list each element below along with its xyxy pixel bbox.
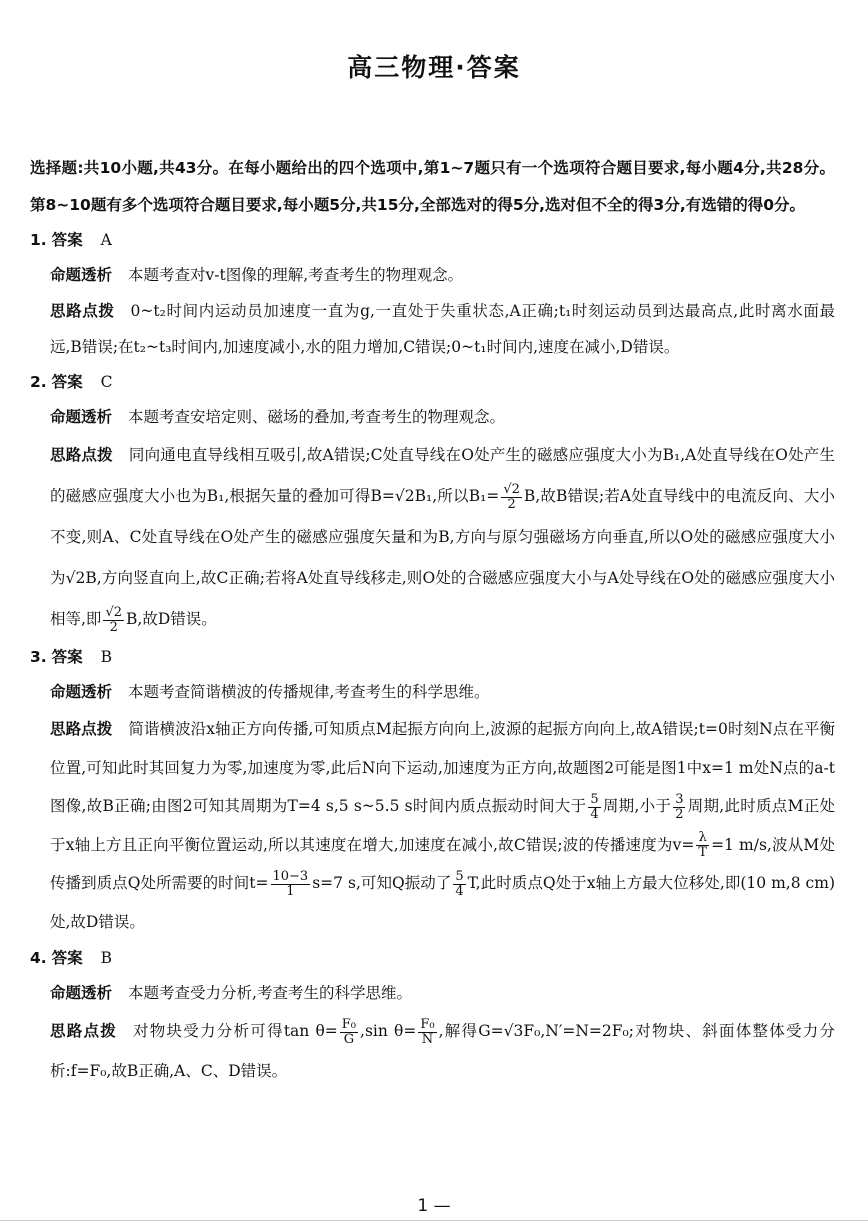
question-2	[30, 365, 835, 640]
q3-answer: B	[100, 648, 113, 666]
q4-hint: 思路点拨 对物块受力分析可得tan θ= $\frac{\text{F₀}}{G}$ ,sin θ= $\frac{\text{F₀}}{N}$ ,解得G=√3F₀,N′=N=2F₀;对物块、斜面体整体受力分析:f=F₀,故B正确,A、C、D错误。	[50, 1016, 835, 1080]
page-title: 高三物理·答案	[347, 53, 521, 82]
q2-answer: C	[100, 373, 113, 391]
q3-header: 3. 答案 B	[30, 648, 113, 666]
q3-hint: 思路点拨 简谐横波沿x轴正方向传播,可知质点M起振方向向上,波源的起振方向向上,故A错误;t=0时刻N点在平衡位置,可知此时其回复力为零,加速度为零,此后N向下运动,加速度为正方向,故题图2可能是图1中x=1 m处N点的a-t图像,故B正确;由图2可知其周期为T=4 s,5 s~5.5 s时间内质点振动时间大于 $\frac{5}{4}$ 周期,小于 $\frac{3}{2}$ 周期,此时质点M正处于x轴上方且正向平衡位置运动,所以其速度在增大,加速度在减小,故C错误;波的传播速度为v= $\frac{\lambda}{T}$ =1 m/s,波从M处传播到质点Q处所需要的时间t= $\frac{10-3}{1}$ s=7 s,可知Q振动了 $\frac{5}{4}$ T,此时质点Q处于x轴上方最大位移处,即(10 m,8 cm)处,故D错误。	[50, 720, 836, 931]
fraction: $\frac{3}{2}$	[675, 791, 684, 822]
fraction: $\frac{√2}{2}$	[105, 604, 122, 635]
fraction: $\frac{10-3}{1}$	[272, 868, 309, 899]
fraction: $\frac{5}{4}$	[590, 791, 599, 822]
q1-answer: A	[100, 231, 112, 249]
page-number: 1 —	[417, 1196, 451, 1216]
fraction: $\frac{\lambda}{T}$	[698, 830, 708, 860]
q1-header: 1. 答案 A	[30, 231, 112, 249]
q1-intent: 命题透析 本题考查对v-t图像的理解,考查考生的物理观念。	[50, 266, 464, 284]
content	[30, 150, 835, 1091]
q4-intent: 命题透析 本题考查受力分析,考查考生的科学思维。	[50, 984, 412, 1002]
question-3	[30, 640, 835, 941]
fraction: $\frac{\text{F₀}}{N}$	[420, 1016, 435, 1047]
q4-header: 4. 答案 B	[30, 949, 113, 967]
question-1	[30, 223, 835, 365]
q2-header: 2. 答案 C	[30, 373, 113, 391]
q3-intent: 命题透析 本题考查简谐横波的传播规律,考查考生的科学思维。	[50, 683, 490, 701]
intro-paragraph: 选择题:共10小题,共43分。在每小题给出的四个选项中,第1~7题只有一个选项符合题目要求,每小题4分,共28分。第8~10题有多个选项符合题目要求,每小题5分,共15分,全部选对的得5分,选对但不全的得3分,有选错的得0分。	[30, 159, 835, 214]
q4-answer: B	[100, 949, 113, 967]
q2-intent: 命题透析 本题考查安培定则、磁场的叠加,考查考生的物理观念。	[50, 408, 505, 426]
q2-hint: 思路点拨 同向通电直导线相互吸引,故A错误;C处直导线在O处产生的磁感应强度大小为B₁,A处直导线在O处产生的磁感应强度大小也为B₁,根据矢量的叠加可得B=√2B₁,所以B₁= $\frac{√2}{2}$ B,故B错误;若A处直导线中的电流反向、大小不变,则A、C处直导线在O处产生的磁感应强度矢量和为B,方向与原匀强磁场方向垂直,所以O处的磁感应强度大小为√2B,方向竖直向上,故C正确;若将A处直导线移走,则O处的合磁感应强度大小与A处导线在O处的磁感应强度大小相等,即 $\frac{√2}{2}$ B,故D错误。	[50, 446, 836, 635]
q1-hint: 思路点拨 0~t₂时间内运动员加速度一直为g,一直处于失重状态,A正确;t₁时刻运动员到达最高点,此时离水面最远,B错误;在t₂~t₃时间内,加速度减小,水的阻力增加,C错误;0~t₁时间内,速度在减小,D错误。	[50, 302, 835, 356]
question-4	[30, 941, 835, 1091]
bottom-divider	[0, 1220, 868, 1221]
fraction: $\frac{√2}{2}$	[503, 481, 520, 512]
fraction: $\frac{5}{4}$	[455, 868, 464, 899]
fraction: $\frac{\text{F₀}}{G}$	[341, 1016, 357, 1047]
